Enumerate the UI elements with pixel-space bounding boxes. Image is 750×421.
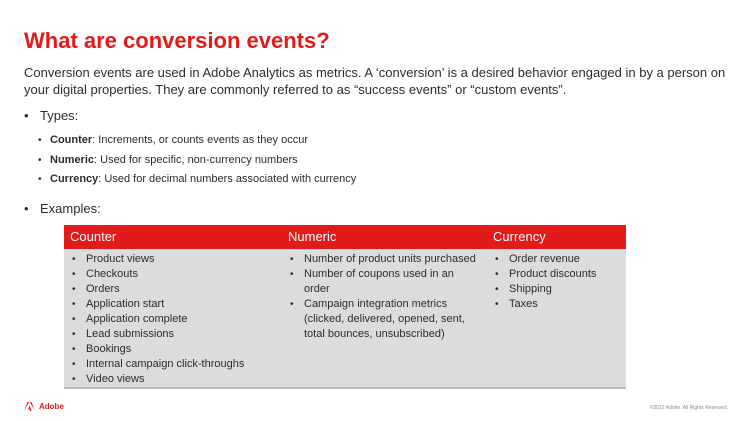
currency-column	[495, 252, 620, 312]
list-item	[72, 297, 277, 312]
list-item-text: Application start	[86, 298, 165, 310]
bullet-icon: •	[72, 269, 76, 280]
examples-table	[64, 225, 626, 389]
bullet-icon: •	[290, 254, 294, 265]
bullet-icon: •	[72, 284, 76, 295]
list-item	[72, 372, 277, 387]
list-item-text: Number of coupons used in an order	[304, 268, 454, 295]
type-desc: : Used for decimal numbers associated with currency	[98, 173, 357, 185]
bullet-icon: •	[72, 359, 76, 370]
bullet-icon: •	[495, 269, 499, 280]
adobe-logo	[24, 402, 64, 411]
list-item	[495, 282, 620, 297]
list-item-text: Product discounts	[509, 268, 597, 280]
slide-title: What are conversion events?	[24, 28, 330, 53]
list-item-text: Campaign integration metrics (clicked, delivered, opened, sent, total bounces, unsubscribed)	[304, 298, 465, 340]
header-counter: Counter	[70, 229, 117, 244]
bullet-icon: •	[24, 201, 29, 216]
list-item-text: Product views	[86, 253, 155, 265]
intro-paragraph: Conversion events are used in Adobe Analytics as metrics. A ‘conversion’ is a desired behavior engaged in by a person on your digital properties. They are commonly referred to as “success events” or “custom events”.	[24, 65, 726, 97]
type-name: Currency	[50, 173, 99, 185]
list-item	[72, 327, 277, 342]
type-item-counter	[38, 131, 356, 151]
list-item	[72, 267, 277, 282]
bullet-icon: •	[38, 135, 42, 146]
list-item-text: Taxes	[509, 298, 538, 310]
bullet-icon: •	[495, 254, 499, 265]
counter-column	[72, 252, 277, 387]
adobe-logo-icon	[24, 402, 35, 411]
type-name: Counter	[50, 134, 93, 146]
bullet-icon: •	[38, 174, 42, 185]
list-item	[495, 252, 620, 267]
bullet-icon: •	[72, 254, 76, 265]
list-item-text: Order revenue	[509, 253, 580, 265]
bullet-icon: •	[72, 299, 76, 310]
bullet-icon: •	[290, 299, 294, 310]
types-label: Types:	[40, 108, 79, 123]
list-item-text: Number of product units purchased	[304, 253, 476, 265]
bullet-icon: •	[38, 154, 42, 166]
header-numeric: Numeric	[288, 229, 337, 244]
type-desc: : Used for specific, non-currency numbers	[94, 153, 298, 166]
logo-text: Adobe	[39, 402, 64, 411]
bullet-icon: •	[72, 329, 76, 340]
types-heading	[24, 108, 78, 123]
numeric-column	[290, 252, 480, 342]
bullet-icon: •	[72, 374, 76, 385]
list-item	[290, 267, 480, 297]
list-item-text: Internal campaign click-throughs	[86, 358, 245, 370]
list-item-text: Shipping	[509, 283, 552, 295]
list-item	[72, 342, 277, 357]
list-item	[495, 297, 620, 312]
list-item	[72, 357, 277, 372]
list-item	[72, 252, 277, 267]
type-name: Numeric	[50, 153, 95, 166]
examples-heading	[24, 201, 101, 216]
list-item-text: Orders	[86, 283, 120, 295]
bullet-icon: •	[24, 108, 29, 123]
bullet-icon: •	[495, 284, 499, 295]
type-desc: : Increments, or counts events as they occur	[92, 134, 308, 146]
table-header	[64, 225, 626, 249]
list-item	[72, 282, 277, 297]
list-item-text: Lead submissions	[86, 328, 175, 340]
header-currency: Currency	[493, 229, 546, 244]
examples-label: Examples:	[40, 201, 101, 216]
list-item-text: Checkouts	[86, 268, 138, 280]
type-item-currency	[38, 170, 356, 190]
bullet-icon: •	[72, 314, 76, 325]
list-item	[290, 252, 480, 267]
bullet-icon: •	[495, 299, 499, 310]
copyright: ©2022 Adobe. All Rights Reserved.	[649, 405, 728, 411]
list-item	[495, 267, 620, 282]
type-item-numeric	[38, 151, 356, 171]
bullet-icon: •	[72, 344, 76, 355]
list-item	[72, 312, 277, 327]
bullet-icon: •	[290, 269, 294, 280]
list-item-text: Application complete	[86, 313, 188, 325]
types-list	[38, 131, 356, 190]
list-item-text: Video views	[86, 373, 145, 385]
list-item-text: Bookings	[86, 343, 132, 355]
list-item	[290, 297, 480, 342]
